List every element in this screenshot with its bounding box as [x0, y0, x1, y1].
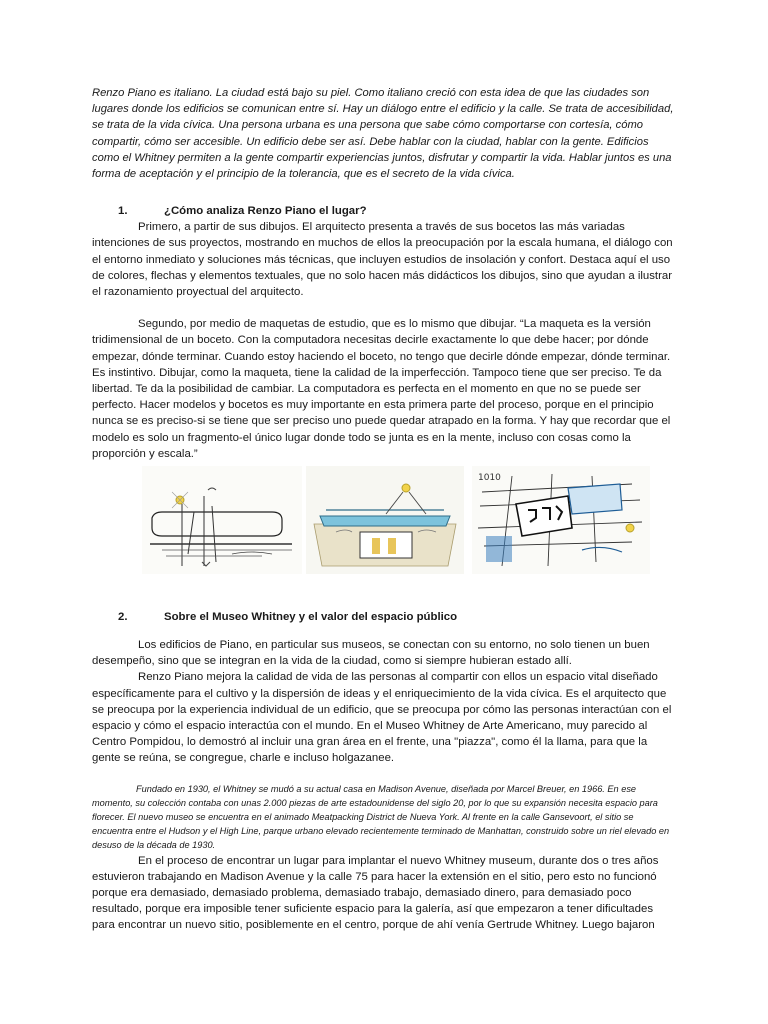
sketch-3-blue-area [568, 484, 622, 514]
section-1-title: ¿Cómo analiza Renzo Piano el lugar? [164, 205, 367, 218]
sketch-watercolor-svg [306, 466, 464, 574]
section-1-number: 1. [118, 205, 128, 218]
sketch-2-room [360, 532, 412, 558]
section-2-paragraph-1: Los edificios de Piano, en particular sus museos, se conectan con su entorno, no solo tienen un buen desempeño, sino que se integran en la vida de la ciudad, como si siempre hubieran estado allí. [92, 639, 650, 668]
intro-paragraph: Renzo Piano es italiano. La ciudad está bajo su piel. Como italiano creció con esta idea de que las ciudades son lugares donde los edificios se comunican entre sí. Hay un diálogo entre el edificio y la calle. Se trata de accesibilidad, se trata de la vida cívica. Una persona urbana es una persona que sabe cómo comportarse con cortesía, cómo compartir, cómo ser accesible. Un edificio debe ser así. Debe hablar con la ciudad, hablar con la gente. Edificios como el Whitney permiten a la gente compartir experiencias juntos, disfrutar y compartir la vida. Hablar juntos es una forma de aceptación y el principio de la tolerancia, que es el secreto de la vida cívica. [92, 87, 674, 181]
section-1-heading [92, 203, 674, 219]
sketch-site-plan-svg [472, 466, 650, 574]
sketch-2-sun [402, 484, 410, 492]
sketch-3-sun [626, 524, 634, 532]
section-1-paragraph-2: Segundo, por medio de maquetas de estudio, que es lo mismo que dibujar. “La maqueta es la versión tridimensional de un boceto. Con la computadora necesitas decirle exactamente lo que debe hacer; por dónde empezar, dónde terminar. Cuando estoy haciendo el boceto, no tengo que decirle dónde empezar, dónde terminar. Es instintivo. Dibujar, como la maqueta, tiene la calidad de la imperfección. Tampoco tiene que ser preciso. Te da libertad. Te da la posibilidad de cambiar. La computadora es perfecta en el momento en que no se puede ser perfecto. Hacer modelos y bocetos es muy importante en esta primera parte del proceso, porque en el principio nunca se es preciso-si se tiene que ser preciso uno puede quedar atrapado en la forma. Y hay que recordar que el modelo es solo un fragmento-el único lugar donde todo se junta es en la mente, incluso con cosas como la proporción y escala.” [92, 318, 671, 460]
document-page [92, 85, 674, 462]
sketch-section-drawing [142, 466, 302, 574]
section-1-paragraph-1: Primero, a partir de sus dibujos. El arquitecto presenta a través de sus bocetos las más variadas intenciones de sus proyectos, mostrando en muchos de ellos la preocupación por la escala humana, el diálogo con el entorno inmediato y soluciones más técnicas, que incluyen estudios de insolación y confort. Destaca aquí el uso de colores, flechas y elementos textuales, que no solo hacen más didácticos los dibujos, sino que ayudan a ilustrar el razonamiento proyectual del arquitecto. [92, 221, 673, 299]
section-2-heading [92, 609, 674, 625]
section-2-paragraph-3: En el proceso de encontrar un lugar para implantar el nuevo Whitney museum, durante dos o tres años estuvieron trabajando en Madison Avenue y la calle 75 para hacer la extensión en el sitio, pero esto no funcionó porque era demasiado, demasiado problema, demasiado trabajo, demasiado dinero, para demasiado poco resultado, porque era imposible tener suficiente espacio para la galería, así que empezaron a tener dificultades para encontrar un nuevo sitio, posiblemente en el centro, porque de ahí venía Gertrude Whitney. Luego bajaron [92, 854, 659, 932]
sketch-3-block [516, 496, 572, 536]
sketch-2-figure-1 [372, 538, 380, 554]
sketch-strip [142, 466, 654, 574]
section-2-note: Fundado en 1930, el Whitney se mudó a su actual casa en Madison Avenue, diseñada por Marcel Breuer, en 1966. En ese momento, su colección contaba con unas 2.000 piezas de arte estadounidense del siglo 20, por lo que su expansión necesita espacio para florecer. El nuevo museo se encuentra en el animado Meatpacking District de Nueva York. Al frente en la calle Gansevoort, el sitio se encuentra entre el Hudson y el High Line, parque urbano elevado recientemente terminado de Manhattan, construido sobre un riel elevado en desuso de la década de 1930. [92, 783, 670, 851]
document-page-lower [92, 609, 674, 934]
sketch-site-plan [472, 466, 650, 574]
sketch-section-svg [142, 466, 302, 574]
sketch-watercolor-section [306, 466, 464, 574]
section-2-paragraph-2: Renzo Piano mejora la calidad de vida de las personas al compartir con ellos un espacio vital diseñado específicamente para el cultivo y la dispersión de ideas y el enriquecimiento de la vida cívica. Es el arquitecto que se preocupa por la experiencia individual de un edificio, que se preocupa por cómo las personas interactúan con el espacio y cómo el espacio interactúa con el mundo. En el Museo Whitney de Arte Americano, muy parecido al Centro Pompidou, lo demostró al incluir una gran área en el frente, una "piazza", como él la llama, para que la gente se reúna, se congregue, charle e incluso holgazanee. [92, 671, 672, 765]
section-2-number: 2. [118, 611, 128, 623]
sketch-1-background [142, 466, 302, 574]
section-2-title: Sobre el Museo Whitney y el valor del espacio público [164, 611, 458, 623]
sketch-3-label: 1010 [478, 473, 501, 483]
sketch-2-roof [320, 516, 450, 526]
sketch-2-figure-2 [388, 538, 396, 554]
sketch-3-blue-block [486, 536, 512, 562]
